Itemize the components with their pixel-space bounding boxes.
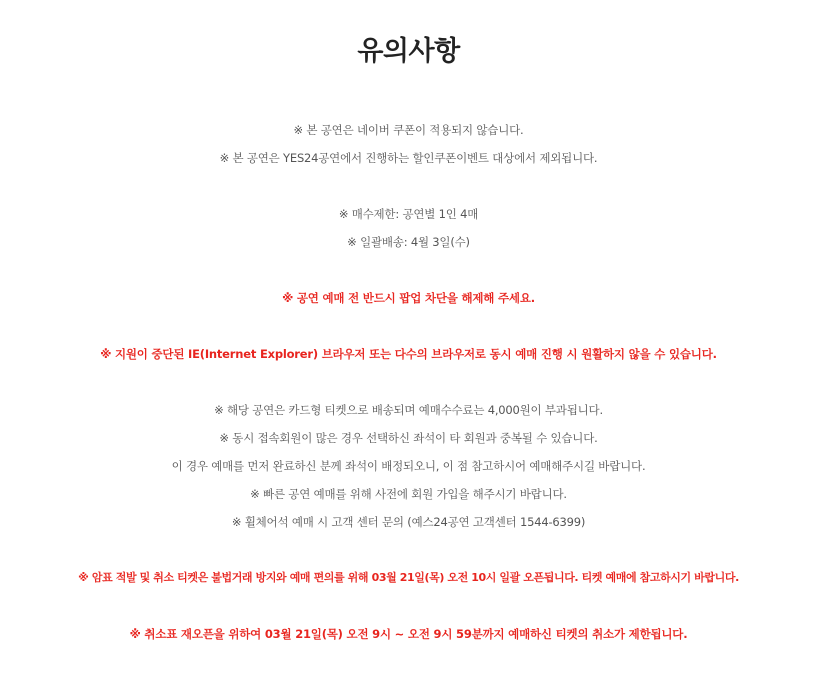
notice-signup-advance: ※ 빠른 공연 예매를 위해 사전에 회원 가입을 해주시기 바랍니다. <box>250 487 567 501</box>
notice-popup-block-warning: ※ 공연 예매 전 반드시 팝업 차단을 해제해 주세요. <box>282 291 535 305</box>
notice-card-ticket-fee: ※ 해당 공연은 카드형 티켓으로 배송되며 예매수수료는 4,000원이 부과됩니다. <box>214 403 603 417</box>
notice-cancel-restriction: ※ 취소표 재오픈을 위하여 03월 21일(목) 오전 9시 ~ 오전 9시 59분까지 예매하신 티켓의 취소가 제한됩니다. <box>129 627 688 641</box>
notice-discount-coupon-excluded: ※ 본 공연은 YES24공연에서 진행하는 할인쿠폰이벤트 대상에서 제외됩니다. <box>219 151 598 165</box>
notice-bulk-delivery: ※ 일괄배송: 4월 3일(수) <box>347 235 470 249</box>
notice-naver-coupon: ※ 본 공연은 네이버 쿠폰이 적용되지 않습니다. <box>293 123 524 137</box>
notice-scalping-cancel-open: ※ 암표 적발 및 취소 티켓은 불법거래 방지와 예매 편의를 위해 03월 21일(목) 오전 10시 일괄 오픈됩니다. 티켓 예매에 참고하시기 바랍니다. <box>78 571 739 584</box>
notice-concurrent-users: ※ 동시 접속회원이 많은 경우 선택하신 좌석이 타 회원과 중복될 수 있습니다. <box>219 431 598 445</box>
notice-wheelchair-seats: ※ 휠체어석 예매 시 고객 센터 문의 (예스24공연 고객센터 1544-6399) <box>231 515 586 529</box>
notice-ie-browser-warning: ※ 지원이 중단된 IE(Internet Explorer) 브라우저 또는 다수의 브라우저로 동시 예매 진행 시 원활하지 않을 수 있습니다. <box>100 347 717 361</box>
notice-seat-assignment: 이 경우 예매를 먼저 완료하신 분께 좌석이 배정되오니, 이 점 참고하시어 예매해주시길 바랍니다. <box>171 459 646 473</box>
page-title: 유의사항 <box>357 36 460 67</box>
notice-ticket-limit: ※ 매수제한: 공연별 1인 4매 <box>338 207 479 221</box>
